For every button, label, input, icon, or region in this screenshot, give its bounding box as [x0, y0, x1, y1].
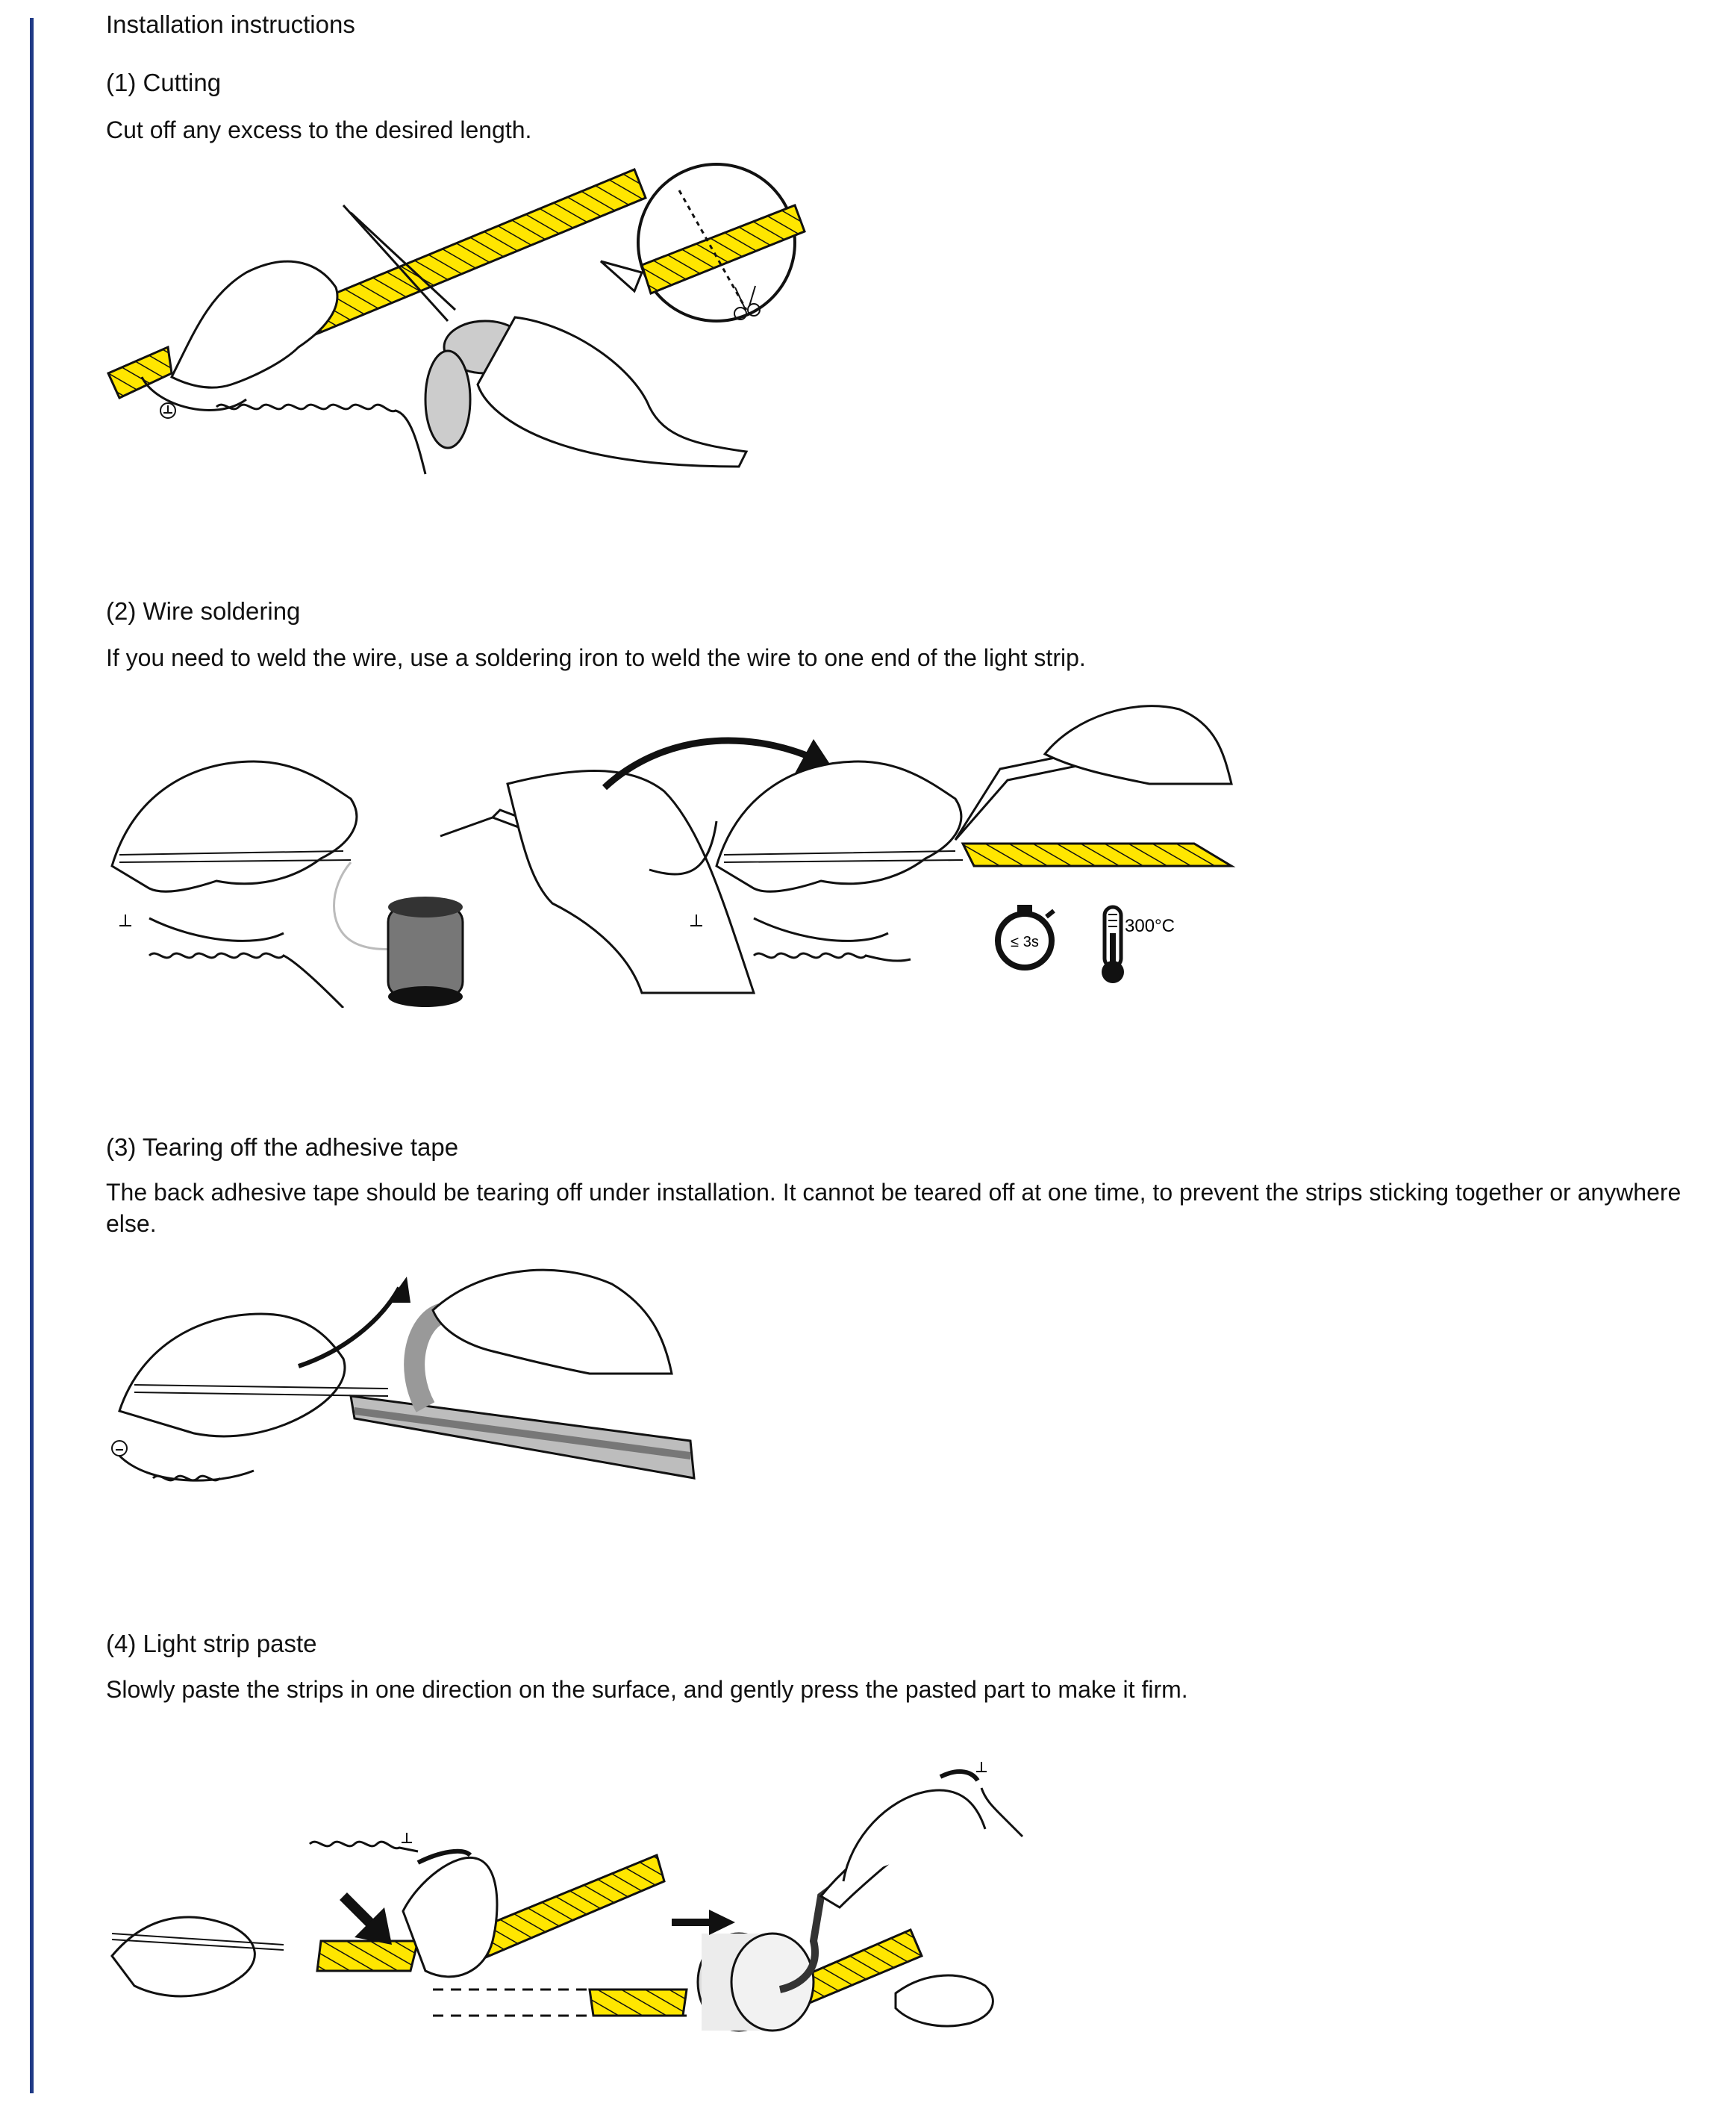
step-3-description: The back adhesive tape should be tearing off under installation. It cannot be teared off at one time, to prevent the strips sticking together or anywhere else. [106, 1179, 1682, 1237]
step-1-description: Cut off any excess to the desired length. [106, 116, 532, 143]
step-4-heading: (4) Light strip paste [106, 1630, 317, 1657]
ground-icon [402, 1833, 412, 1842]
step-3-heading: (3) Tearing off the adhesive tape [106, 1133, 459, 1161]
ground-icon [119, 915, 131, 926]
ground-icon [160, 403, 175, 418]
tape-peeling-illustration [104, 1262, 716, 1508]
stopwatch-icon [998, 905, 1054, 968]
arrow-icon [343, 1896, 392, 1945]
strip-paste-illustration [104, 1747, 1045, 2060]
thermometer-icon [1102, 907, 1175, 983]
step-4-description: Slowly paste the strips in one direction on the surface, and gently press the pasted part to make it firm. [106, 1676, 1188, 1703]
arrow-icon [672, 1910, 735, 1935]
step-1-heading: (1) Cutting [106, 69, 222, 96]
solder-time-label: ≤ 3s [1011, 934, 1039, 950]
left-rule [30, 18, 34, 2093]
page-title: Installation instructions [106, 10, 355, 38]
step-2-heading: (2) Wire soldering [106, 597, 301, 625]
cutting-illustration [97, 161, 843, 482]
ground-icon [976, 1762, 987, 1772]
soldering-illustration [104, 694, 1254, 1008]
step-2-description: If you need to weld the wire, use a soldering iron to weld the wire to one end of the light strip. [106, 644, 1086, 671]
solder-temperature-label: 300°C [1125, 916, 1175, 936]
ground-icon [112, 1441, 127, 1456]
